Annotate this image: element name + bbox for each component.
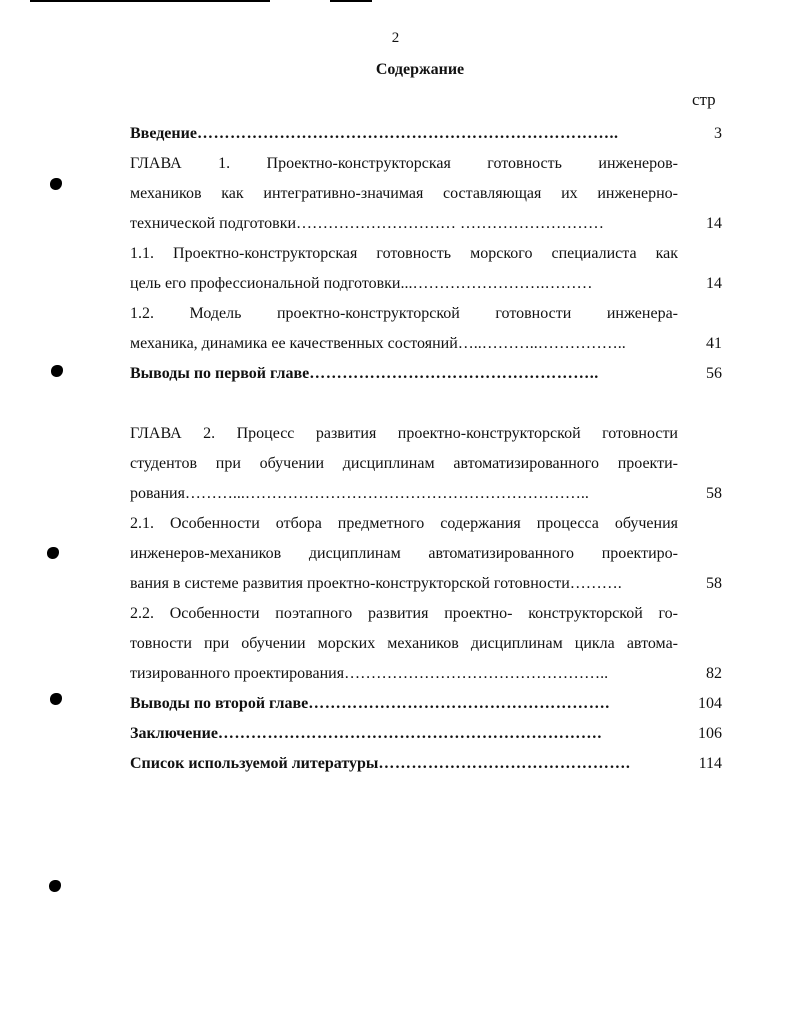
toc-page-number: 58 — [706, 575, 722, 592]
toc-entry-chapter-2 — [130, 419, 722, 509]
dot-leader: ………………………………………………………………….. — [196, 125, 619, 142]
toc-entry-label: Выводы по первой главе — [130, 365, 310, 382]
toc-entry-label: Выводы по второй главе — [130, 695, 309, 712]
binder-hole-mark — [47, 547, 59, 559]
toc-page-number: 58 — [706, 485, 722, 502]
toc-entry-line: товности при обучении морских механиков дисциплинам цикла автома- — [130, 635, 678, 652]
toc-page-number: 104 — [698, 695, 722, 712]
toc-entry-line: вания в системе развития проектно-конструкторской готовности………. — [130, 575, 622, 592]
table-of-contents — [130, 119, 722, 779]
toc-entry-section-2-2 — [130, 599, 722, 689]
toc-entry-chapter-1 — [130, 149, 722, 239]
toc-entry-section-1-2 — [130, 299, 722, 359]
toc-page-number: 114 — [698, 755, 722, 772]
toc-entry-label: Заключение — [130, 725, 218, 742]
binder-hole-mark — [51, 365, 63, 377]
toc-entry-conclusions-2 — [130, 689, 722, 719]
binder-hole-mark — [49, 880, 61, 892]
toc-entry-line: технической подготовки………………………… ……………………… — [130, 215, 605, 232]
toc-page-number: 106 — [698, 725, 722, 742]
toc-entry-line: 1.1. Проектно-конструкторская готовность морского специалиста как — [130, 245, 678, 262]
dot-leader: ………………………………………………. — [308, 695, 610, 712]
toc-entry-section-2-1 — [130, 509, 722, 599]
toc-entry-line: инженеров-механиков дисциплинам автоматизированного проектиро- — [130, 545, 678, 562]
toc-entry-references — [130, 749, 722, 779]
toc-entry-line: ГЛАВА 2. Процесс развития проектно-конструкторской готовности — [130, 425, 678, 442]
toc-page-number: 56 — [706, 365, 722, 382]
toc-entry-line: студентов при обучении дисциплинам автоматизированного проекти- — [130, 455, 678, 472]
dot-leader: ……………………………………………………………. — [217, 725, 602, 742]
scan-top-edge — [330, 0, 372, 2]
toc-entry-conclusion — [130, 719, 722, 749]
toc-entry-intro — [130, 119, 722, 149]
scan-top-edge — [30, 0, 270, 2]
toc-entry-line: 2.2. Особенности поэтапного развития проектно- конструкторской го- — [130, 605, 678, 622]
page-title: Содержание — [375, 61, 465, 78]
toc-entry-line: 2.1. Особенности отбора предметного содержания процесса обучения — [130, 515, 678, 532]
page-column-header: стр — [692, 90, 716, 109]
dot-leader: ………………………………………. — [378, 755, 631, 772]
toc-entry-section-1-1 — [130, 239, 722, 299]
toc-entry-line: механика, динамика ее качественных состояний…..………..…………….. — [130, 335, 626, 352]
toc-page-number: 3 — [714, 125, 722, 142]
toc-page-number: 41 — [706, 335, 722, 352]
toc-entry-line: ГЛАВА 1. Проектно-конструкторская готовность инженеров- — [130, 155, 678, 172]
toc-entry-conclusions-1 — [130, 359, 722, 389]
toc-entry-line: механиков как интегративно-значимая составляющая их инженерно- — [130, 185, 678, 202]
toc-entry-line: тизированного проектирования………………………………………….. — [130, 665, 609, 682]
toc-page-number: 14 — [706, 275, 722, 292]
toc-entry-line: цель его профессиональной подготовки...…………………….……… — [130, 275, 593, 292]
toc-page-number: 82 — [706, 665, 722, 682]
toc-entry-label: Введение — [130, 125, 197, 142]
toc-page-number: 14 — [706, 215, 722, 232]
dot-leader: …………………………………………….. — [309, 365, 599, 382]
binder-hole-mark — [50, 693, 62, 705]
page-number: 2 — [391, 30, 400, 46]
toc-entry-line: 1.2. Модель проектно-конструкторской готовности инженера- — [130, 305, 678, 322]
binder-hole-mark — [50, 178, 62, 190]
toc-entry-label: Список используемой литературы — [130, 755, 379, 772]
toc-entry-line: рования………...……………………………………………………….. — [130, 485, 589, 502]
